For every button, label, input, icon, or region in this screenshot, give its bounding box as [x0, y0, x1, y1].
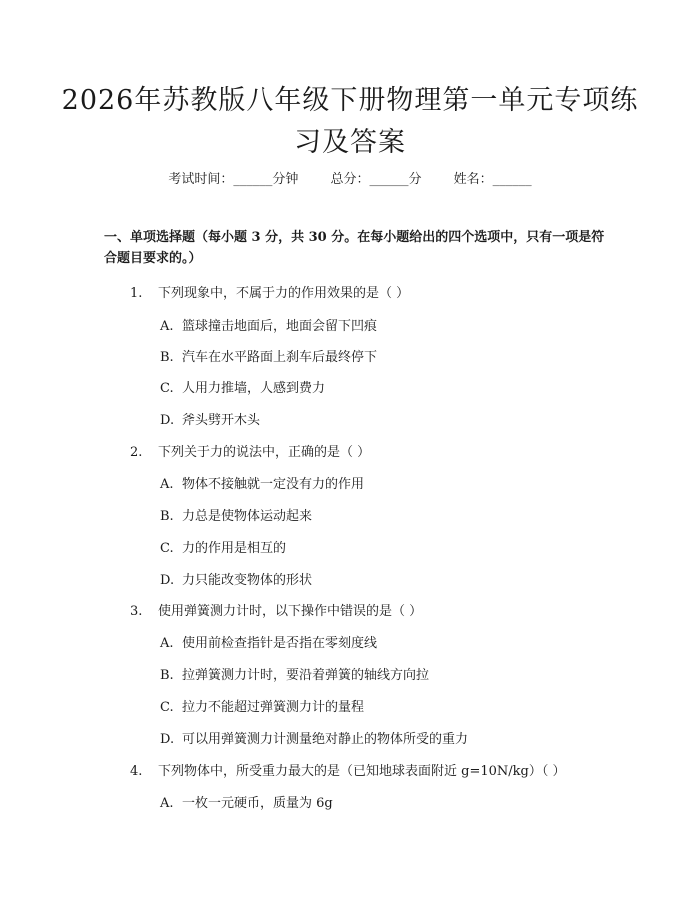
question-3 — [130, 600, 422, 619]
question-number: 3. — [130, 604, 143, 619]
option-1c — [160, 377, 325, 396]
question-text: 下列物体中，所受重力最大的是（已知地球表面附近 g=10N/kg）（ ） — [158, 764, 566, 779]
exam-score: 总分：______分 — [330, 172, 422, 187]
option-key: B. — [160, 509, 174, 524]
option-key: C. — [160, 541, 174, 556]
option-3a — [160, 632, 377, 651]
question-1 — [130, 282, 409, 301]
option-text: 拉力不能超过弹簧测力计的量程 — [182, 700, 365, 715]
option-key: D. — [160, 732, 175, 747]
option-key: A. — [160, 636, 174, 651]
option-1a — [160, 315, 377, 334]
option-key: B. — [160, 350, 174, 365]
option-2b — [160, 505, 312, 524]
option-key: C. — [160, 700, 174, 715]
option-text: 力只能改变物体的形状 — [182, 573, 313, 588]
option-4a — [160, 792, 333, 811]
question-number: 1. — [130, 286, 143, 301]
question-text: 下列关于力的说法中，正确的是（ ） — [158, 445, 371, 460]
option-text: 物体不接触就一定没有力的作用 — [182, 477, 365, 492]
option-text: 力的作用是相互的 — [182, 541, 287, 556]
option-2c — [160, 537, 286, 556]
option-key: A. — [160, 796, 174, 811]
option-key: A. — [160, 477, 174, 492]
option-1b — [160, 346, 377, 365]
option-key: B. — [160, 668, 174, 683]
option-3c — [160, 696, 364, 715]
option-key: D. — [160, 413, 175, 428]
option-3d — [160, 728, 468, 747]
exam-name: 姓名：______ — [453, 172, 532, 187]
option-3b — [160, 664, 429, 683]
option-text: 斧头劈开木头 — [182, 413, 261, 428]
question-4 — [130, 760, 565, 779]
option-text: 人用力推墙，人感到费力 — [182, 381, 326, 396]
option-text: 篮球撞击地面后，地面会留下凹痕 — [182, 319, 378, 334]
question-number: 4. — [130, 764, 143, 779]
option-text: 拉弹簧测力计时，要沿着弹簧的轴线方向拉 — [182, 668, 430, 683]
option-text: 可以用弹簧测力计测量绝对静止的物体所受的重力 — [182, 732, 469, 747]
option-text: 一枚一元硬币，质量为 6g — [182, 796, 333, 811]
option-text: 力总是使物体运动起来 — [182, 509, 313, 524]
question-2 — [130, 441, 370, 460]
question-text: 使用弹簧测力计时，以下操作中错误的是（ ） — [158, 604, 423, 619]
option-key: A. — [160, 319, 174, 334]
option-1d — [160, 409, 260, 428]
question-number: 2. — [130, 445, 143, 460]
question-text: 下列现象中，不属于力的作用效果的是（ ） — [158, 286, 410, 301]
option-key: D. — [160, 573, 175, 588]
exam-time: 考试时间：______分钟 — [168, 172, 299, 187]
option-text: 使用前检查指针是否指在零刻度线 — [182, 636, 378, 651]
option-key: C. — [160, 381, 174, 396]
option-2a — [160, 473, 364, 492]
page-title: 2026年苏教版八年级下册物理第一单元专项练习及答案 — [61, 85, 639, 158]
section-heading: 一、单项选择题（每小题 3 分，共 30 分。在每小题给出的四个选项中，只有一项是符合题目要求的。） — [104, 230, 605, 266]
option-text: 汽车在水平路面上刹车后最终停下 — [182, 350, 378, 365]
option-2d — [160, 569, 312, 588]
exam-info — [0, 168, 700, 187]
